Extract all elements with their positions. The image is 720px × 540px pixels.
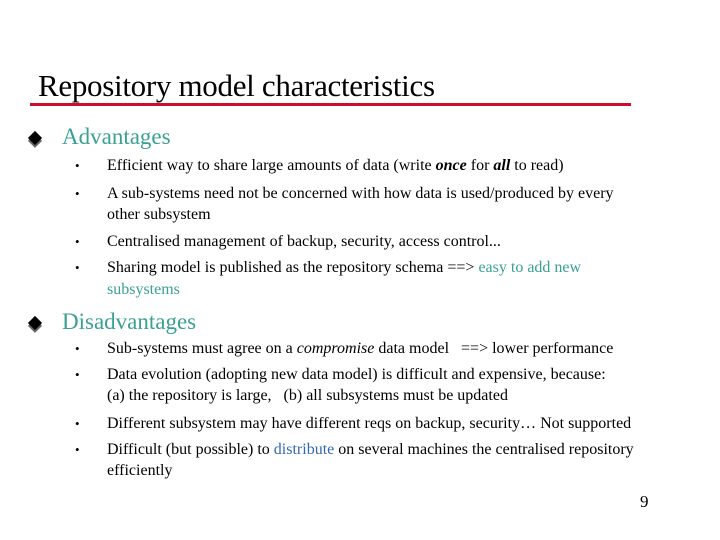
advantages-heading: Advantages <box>62 124 171 149</box>
diamond-bullet-icon <box>28 316 42 330</box>
disadvantage-item-4: Difficult (but possible) to distribute on several machines the centralised repository <box>107 441 634 458</box>
distribute-highlight: distribute <box>273 441 335 458</box>
disadvantage-item-3: Different subsystem may have different reqs on backup, security… Not supported <box>107 415 632 432</box>
advantage-item-3: Centralised management of backup, security, access control... <box>107 233 501 250</box>
advantage-item-1: Efficient way to share large amounts of data (write once for all to read) <box>107 157 564 174</box>
bullet-dot-icon: • <box>75 186 80 201</box>
advantage-item-4-cont: subsystems <box>107 281 180 298</box>
disadvantage-item-2-cont: (a) the repository is large, (b) all subsystems must be updated <box>107 387 508 404</box>
advantage-item-2-cont: other subsystem <box>107 206 211 223</box>
advantage-item-2: A sub-systems need not be concerned with how data is used/produced by every <box>107 185 614 202</box>
advantage-item-4: Sharing model is published as the repository schema ==> easy to add new <box>107 259 582 276</box>
disadvantage-item-2: Data evolution (adopting new data model) is difficult and expensive, because: <box>107 366 606 383</box>
bullet-dot-icon: • <box>75 234 80 249</box>
page-number: 9 <box>640 492 649 511</box>
bullet-dot-icon: • <box>75 367 80 382</box>
bullet-dot-icon: • <box>75 416 80 431</box>
disadvantage-item-4-cont: efficiently <box>107 462 173 479</box>
bullet-dot-icon: • <box>75 341 80 356</box>
bullet-dot-icon: • <box>75 442 80 457</box>
title-underline <box>30 103 631 106</box>
diamond-bullet-icon <box>28 131 42 145</box>
bullet-dot-icon: • <box>75 158 80 173</box>
page-title: Repository model characteristics <box>38 68 435 103</box>
disadvantages-heading: Disadvantages <box>62 309 197 334</box>
disadvantage-item-1: Sub-systems must agree on a compromise data model ==> lower performance <box>107 340 614 357</box>
bullet-dot-icon: • <box>75 260 80 275</box>
easy-to-add-highlight: easy to add new <box>478 259 582 276</box>
